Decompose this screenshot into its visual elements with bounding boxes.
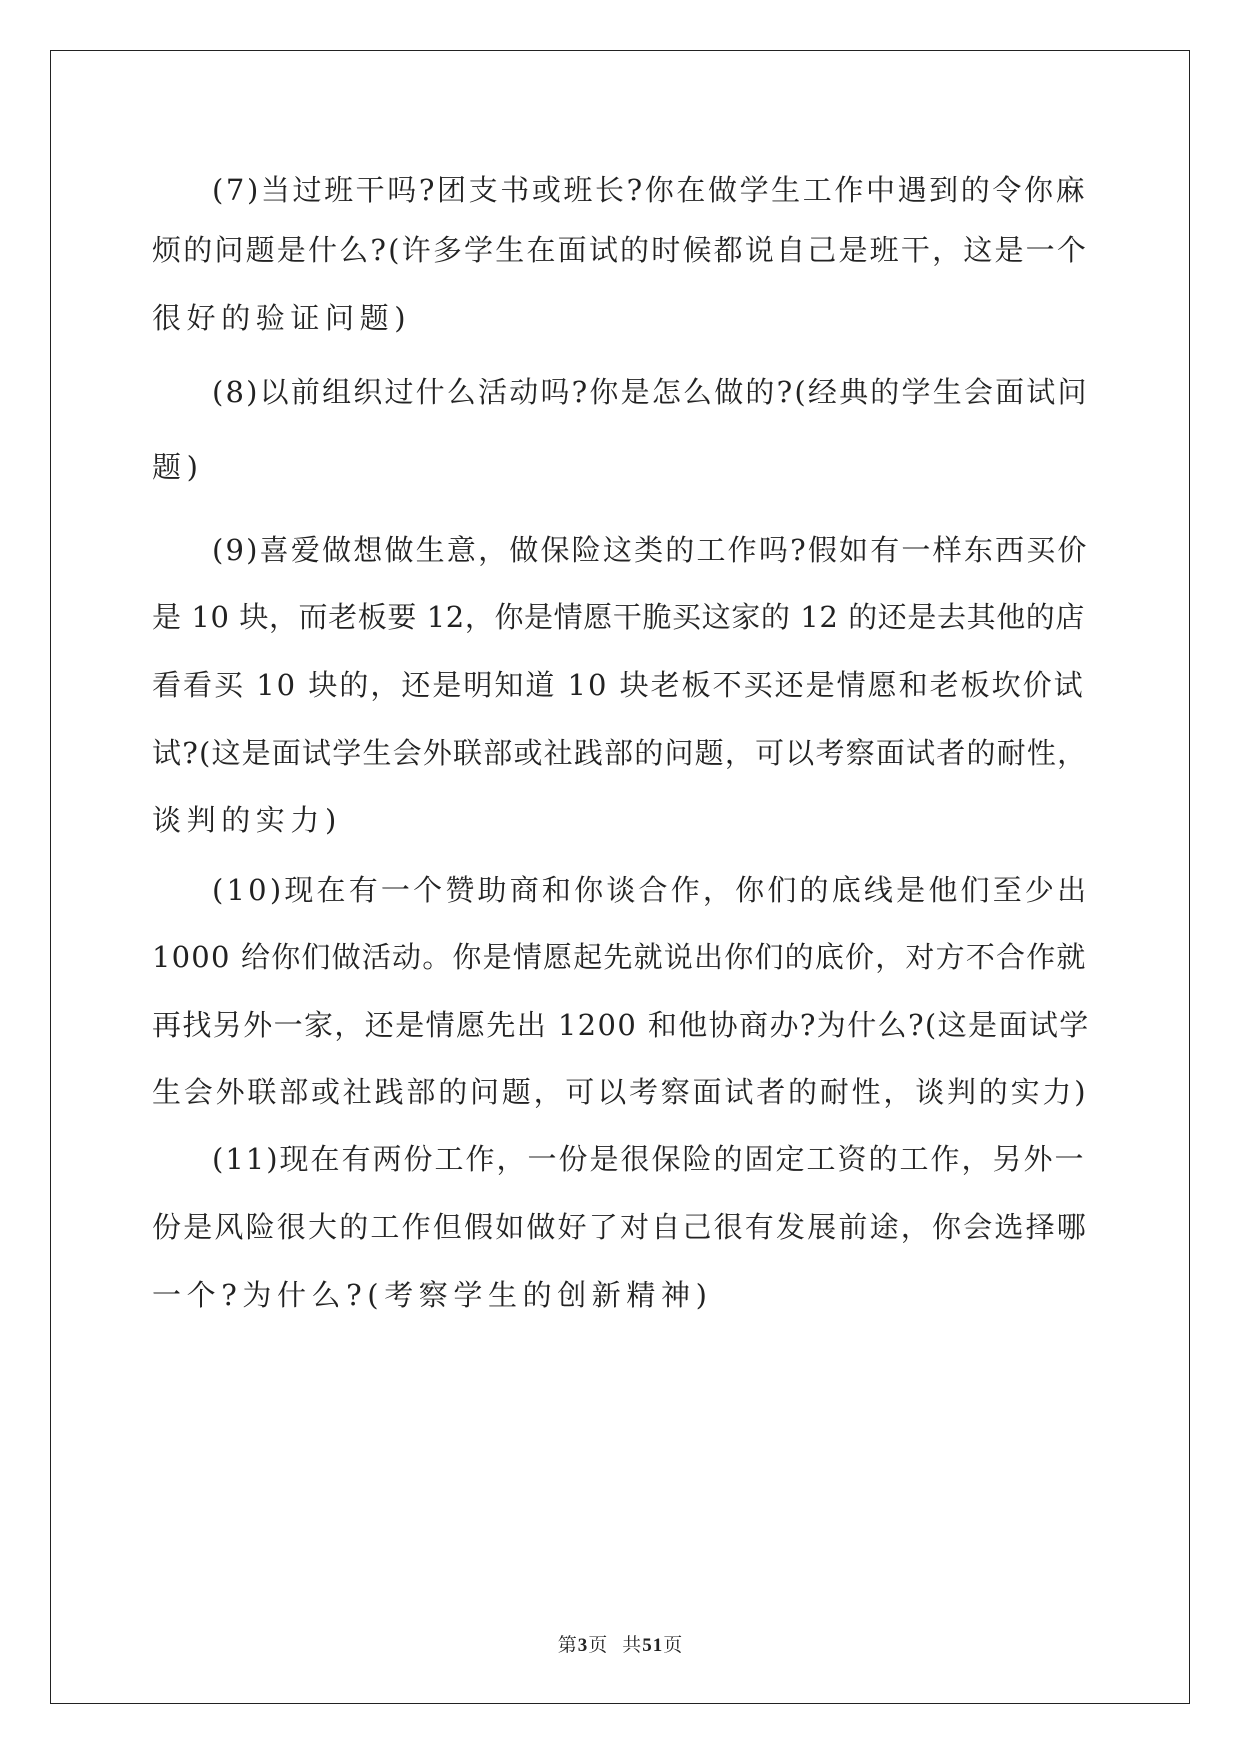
text-line: 1000 给你们做活动。你是情愿起先就说出你们的底价，对方不合作就 — [152, 940, 1087, 974]
page-footer — [0, 1630, 1241, 1657]
text-line: (8)以前组织过什么活动吗?你是怎么做的?(经典的学生会面试问 — [212, 375, 1089, 409]
text-line: 再找另外一家，还是情愿先出 1200 和他协商办?为什么?(这是面试学 — [152, 1008, 1090, 1042]
text-line: 烦的问题是什么?(许多学生在面试的时候都说自己是班干，这是一个 — [152, 233, 1089, 267]
text-line: (10)现在有一个赞助商和你谈合作，你们的底线是他们至少出 — [212, 873, 1090, 907]
text-line: (9)喜爱做想做生意，做保险这类的工作吗?假如有一样东西买价 — [212, 533, 1089, 567]
total-suffix: 页 — [663, 1635, 684, 1656]
text-line: 试?(这是面试学生会外联部或社践部的问题，可以考察面试者的耐性， — [152, 736, 1088, 770]
text-line: 看看买 10 块的，还是明知道 10 块老板不买还是情愿和老板坎价试 — [152, 668, 1085, 702]
text-line: 谈判的实力) — [152, 803, 342, 837]
page-suffix: 页 — [588, 1635, 609, 1656]
text-line: 题) — [152, 450, 204, 484]
total-pages: 51 — [642, 1635, 664, 1656]
text-line: 份是风险很大的工作但假如做好了对自己很有发展前途，你会选择哪 — [152, 1210, 1089, 1244]
text-line: 很好的验证问题) — [152, 301, 412, 335]
text-line: (7)当过班干吗?团支书或班长?你在做学生工作中遇到的令你麻 — [212, 173, 1088, 207]
page-number: 3 — [577, 1635, 589, 1656]
text-line: 生会外联部或社践部的问题，可以考察面试者的耐性，谈判的实力) — [152, 1075, 1089, 1109]
text-line: (11)现在有两份工作，一份是很保险的固定工资的工作，另外一 — [212, 1142, 1086, 1176]
text-line: 是 10 块，而老板要 12，你是情愿干脆买这家的 12 的还是去其他的店 — [152, 600, 1085, 634]
text-line: 一个?为什么?(考察学生的创新精神) — [152, 1278, 713, 1312]
total-prefix: 共 — [622, 1635, 643, 1656]
page-prefix: 第 — [557, 1635, 578, 1656]
